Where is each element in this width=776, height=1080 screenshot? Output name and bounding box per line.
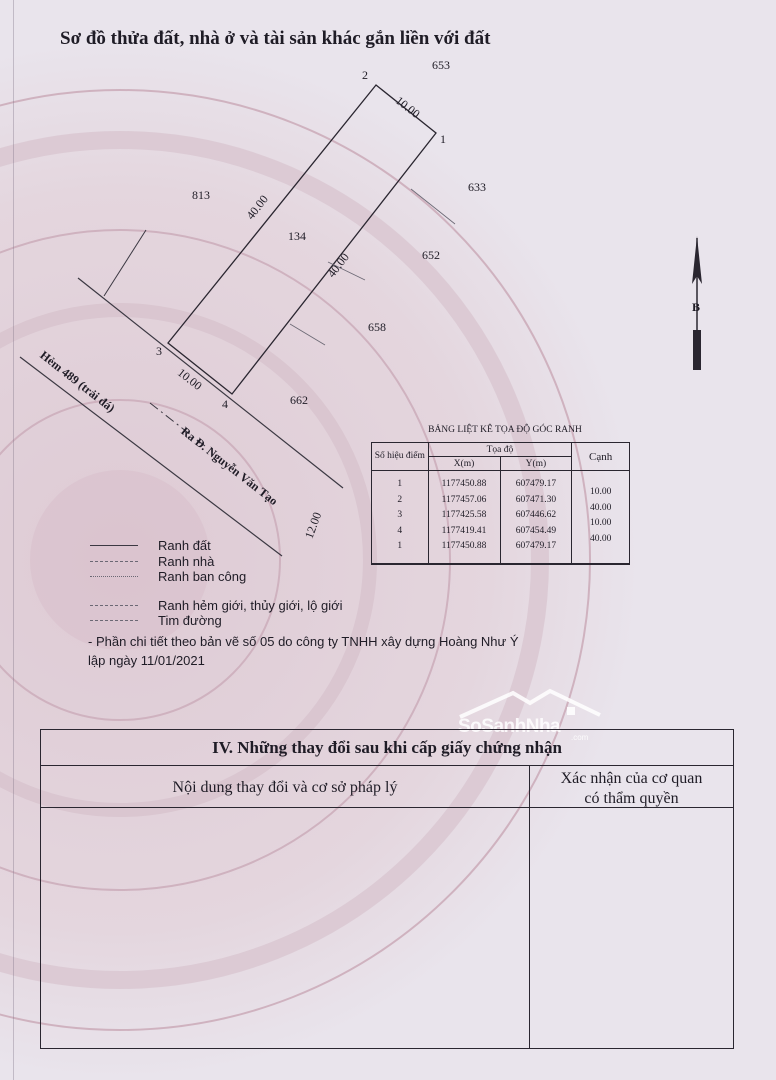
row-y: 607479.17	[515, 479, 557, 489]
edge-label-left: 40.00	[243, 192, 271, 223]
row-x: 1177425.58	[441, 510, 487, 520]
row-x: 1177450.88	[441, 541, 487, 551]
legend-label: Ranh đất	[158, 538, 211, 554]
changes-content-column	[41, 766, 530, 1049]
neighbor-parcel-633: 633	[468, 180, 486, 194]
changes-content-header: Nội dung thay đổi và cơ sở pháp lý	[41, 766, 529, 808]
legend-line-dashdot	[90, 620, 138, 621]
row-x: 1177450.88	[441, 479, 487, 489]
row-edge: 40.00	[589, 502, 612, 513]
legend-item	[90, 569, 420, 585]
changes-heading: IV. Những thay đổi sau khi cấp giấy chứng nhận	[41, 730, 733, 766]
legend-label: Ranh nhà	[158, 553, 215, 569]
row-y: 607446.62	[515, 510, 557, 520]
changes-confirm-column	[530, 766, 733, 1049]
legend-label: Ranh ban công	[158, 569, 247, 585]
edge-label-bottom: 10.00	[174, 365, 205, 393]
legend-item	[90, 598, 420, 614]
confirm-header-line: có thẩm quyền	[584, 790, 679, 807]
legend-line-solid	[90, 545, 138, 546]
point-label-3: 3	[156, 344, 162, 358]
row-y: 607454.49	[515, 525, 557, 536]
header-edge: Cạnh	[572, 443, 630, 471]
page-title: Sơ đồ thửa đất, nhà ở và tài sản khác gắn liền với đất	[60, 28, 491, 49]
row-point: 3	[397, 510, 403, 520]
neighbor-parcel-652: 652	[422, 248, 440, 262]
header-point: Số hiệu điểm	[372, 443, 429, 471]
coordinate-table-caption: BẢNG LIỆT KÊ TỌA ĐỘ GÓC RANH	[428, 425, 582, 435]
legend-item	[90, 613, 420, 629]
legend-label: Ranh hẻm giới, thủy giới, lộ giới	[158, 597, 343, 613]
neighbor-parcel-662: 662	[290, 393, 308, 407]
note-line: - Phần chi tiết theo bản vẽ số 05 do công ty TNHH xây dựng Hoàng Như Ý	[88, 634, 519, 649]
neighbor-parcel-653: 653	[432, 58, 450, 72]
row-x: 1177457.06	[441, 494, 487, 505]
legend-line-dash	[90, 561, 138, 562]
road-width-label: 12.00	[301, 510, 325, 541]
parcel-number: 134	[288, 229, 306, 243]
header-y: Y(m)	[500, 457, 572, 471]
neighbor-parcel-658: 658	[368, 320, 386, 334]
drawing-note	[88, 632, 558, 670]
legend-item	[90, 538, 420, 554]
changes-confirm-header	[530, 766, 733, 808]
point-label-2: 2	[362, 68, 368, 82]
edge-label-top: 10.00	[392, 93, 423, 121]
row-y: 607471.30	[515, 494, 557, 505]
confirm-header-line: Xác nhận của cơ quan	[560, 770, 703, 787]
edge-label-right: 40.00	[324, 250, 352, 281]
row-edge: 10.00	[589, 487, 612, 497]
watermark-brand: SoSanhNha	[458, 716, 561, 737]
row-point: 1	[397, 479, 403, 489]
point-label-1: 1	[440, 132, 446, 146]
row-x: 1177419.41	[441, 525, 487, 536]
row-y: 607479.17	[515, 541, 557, 551]
header-x: X(m)	[428, 457, 500, 471]
note-line: lập ngày 11/01/2021	[88, 653, 205, 668]
row-point: 1	[397, 541, 403, 551]
legend-line-dash	[90, 605, 138, 606]
watermark-sub: .com	[571, 733, 589, 742]
row-point: 2	[397, 494, 403, 505]
legend-line-dot	[90, 576, 138, 577]
legend-item	[90, 554, 420, 570]
row-edge: 40.00	[589, 533, 612, 544]
legend	[90, 538, 420, 629]
header-coords: Tọa độ	[428, 443, 572, 457]
legend-label: Tim đường	[158, 613, 222, 629]
changes-table	[40, 729, 734, 1049]
neighbor-parcel-813: 813	[192, 188, 210, 202]
row-point: 4	[397, 525, 403, 536]
north-letter: B	[692, 300, 701, 314]
row-edge: 10.00	[589, 518, 612, 528]
street-label: Hẻm 489 (trải đá)	[37, 348, 118, 416]
direction-label: Ra Đ. Nguyễn Văn Tạo	[178, 424, 281, 509]
point-label-4: 4	[222, 397, 228, 411]
